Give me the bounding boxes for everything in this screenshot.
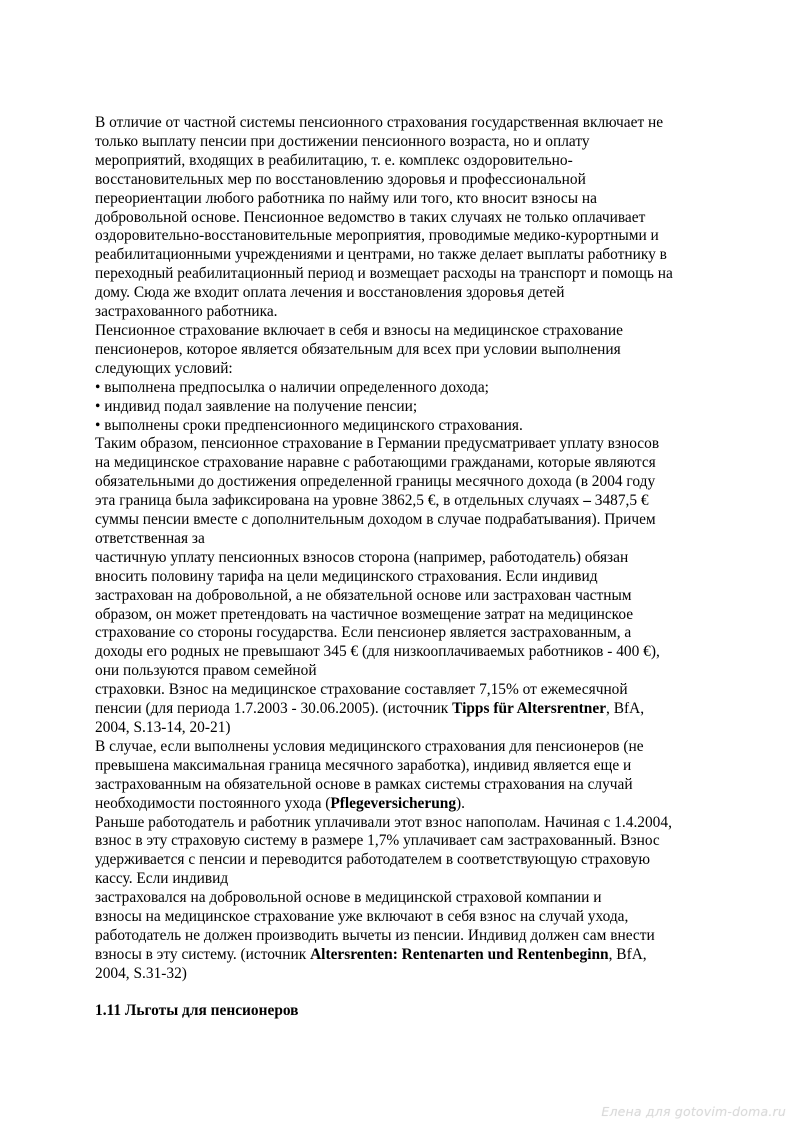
- text-span: только выплату пенсии при достижении пенсионного возраста, но и оплату: [95, 132, 590, 150]
- text-line: [95, 700, 715, 719]
- bold-text: Tipps für Altersrentner: [452, 700, 607, 718]
- text-line: [95, 776, 715, 795]
- text-span: работодатель не должен производить вычеты из пенсии. Индивид должен сам внести: [95, 926, 655, 944]
- text-span: взнос в эту страховую систему в размере 1,7% уплачивает сам застрахованный. Взнос: [95, 832, 660, 850]
- text-line: [95, 681, 715, 700]
- text-line: [95, 511, 715, 530]
- text-line: [95, 946, 715, 965]
- text-span: В отличие от частной системы пенсионного страхования государственная включает не: [95, 114, 664, 131]
- text-line: [95, 454, 715, 473]
- text-line: [95, 341, 715, 360]
- text-line: [95, 795, 715, 814]
- text-span: застрахованного работника.: [95, 303, 278, 321]
- text-line: [95, 870, 715, 889]
- text-span: ответственная за: [95, 529, 205, 547]
- text-span: • индивид подал заявление на получение пенсии;: [95, 397, 418, 415]
- bold-text: –: [583, 492, 591, 510]
- text-span: • выполнены сроки предпенсионного медицинского страхования.: [95, 416, 523, 434]
- text-span: 3487,5 €: [590, 492, 649, 510]
- text-span: взносы на медицинское страхование уже включают в себя взнос на случай ухода,: [95, 908, 629, 926]
- bold-text: Altersrenten: Rentenarten und Rentenbeginn: [310, 945, 609, 963]
- text-span: переориентации любого работника по найму или того, кто вносит взносы на: [95, 189, 597, 207]
- text-span: на медицинское страхование наравне с работающими гражданами, которые являются: [95, 454, 656, 472]
- text-line: [95, 209, 715, 228]
- text-span: страхование со стороны государства. Если пенсионер является застрахованным, а: [95, 624, 632, 642]
- text-span: 2004, S.31-32): [95, 964, 187, 982]
- text-line: [95, 530, 715, 549]
- text-line: [95, 435, 715, 454]
- text-span: переходный реабилитационный период и возмещает расходы на транспорт и помощь на: [95, 265, 673, 283]
- text-span: кассу. Если индивид: [95, 870, 229, 888]
- text-span: застрахован на добровольной, а не обязательной основе или застрахован частным: [95, 586, 632, 604]
- text-span: ).: [456, 794, 466, 812]
- text-line: [95, 814, 715, 833]
- text-span: застраховался на добровольной основе в медицинской страховой компании и: [95, 889, 602, 907]
- section-heading: 1.11 Льготы для пенсионеров: [95, 1002, 299, 1019]
- text-span: Раньше работодатель и работник уплачивали этот взнос напополам. Начиная с 1.4.2004,: [95, 813, 672, 831]
- text-span: • выполнена предпосылка о наличии определенного дохода;: [95, 378, 489, 396]
- text-line: [95, 246, 715, 265]
- text-line: [95, 265, 715, 284]
- text-line: [95, 227, 715, 246]
- text-span: оздоровительно-восстановительные мероприятия, проводимые медико-курортными и: [95, 227, 659, 245]
- text-line: [95, 927, 715, 946]
- text-span: вносить половину тарифа на цели медицинского страхования. Если индивид: [95, 567, 598, 585]
- text-line: [95, 606, 715, 625]
- text-span: взносы в эту систему. (источник: [95, 945, 311, 963]
- watermark: Елена для gotovim-doma.ru: [601, 1104, 786, 1119]
- text-span: мероприятий, входящих в реабилитацию, т. е. комплекс оздоровительно-: [95, 151, 573, 169]
- text-line: [95, 190, 715, 209]
- text-line: [95, 171, 715, 190]
- text-line: [95, 398, 715, 417]
- text-span: удерживается с пенсии и переводится работодателем в соответствующую страховую: [95, 851, 651, 869]
- text-line: [95, 889, 715, 908]
- text-line: [95, 417, 715, 436]
- text-span: необходимости постоянного ухода (: [95, 794, 331, 812]
- text-line: [95, 379, 715, 398]
- text-span: обязательными до достижения определенной границы месячного дохода (в 2004 году: [95, 473, 656, 491]
- document-body: [95, 114, 715, 984]
- text-span: Пенсионное страхование включает в себя и взносы на медицинское страхование: [95, 321, 623, 339]
- text-line: [95, 719, 715, 738]
- text-line: [95, 152, 715, 171]
- text-span: эта граница была зафиксирована на уровне 3862,5 €, в отдельных случаях: [95, 492, 584, 510]
- text-span: дому. Сюда же входит оплата лечения и восстановления здоровья детей: [95, 284, 565, 302]
- text-line: [95, 662, 715, 681]
- text-line: [95, 549, 715, 568]
- text-span: застрахованным на обязательной основе в рамках системы страхования на случай: [95, 775, 633, 793]
- bold-text: Pflegeversicherung: [330, 794, 457, 812]
- text-line: [95, 643, 715, 662]
- text-span: , BfA,: [606, 700, 645, 718]
- text-line: [95, 473, 715, 492]
- text-span: превышена максимальная граница месячного заработка), индивид является еще и: [95, 756, 632, 774]
- text-line: [95, 965, 715, 984]
- text-line: [95, 284, 715, 303]
- text-line: [95, 757, 715, 776]
- text-line: [95, 851, 715, 870]
- text-line: [95, 322, 715, 341]
- text-span: восстановительных мер по восстановлению здоровья и профессиональной: [95, 170, 586, 188]
- text-line: [95, 114, 715, 133]
- text-line: [95, 908, 715, 927]
- text-span: В случае, если выполнены условия медицинского страхования для пенсионеров (не: [95, 737, 644, 755]
- text-line: [95, 360, 715, 379]
- text-span: Таким образом, пенсионное страхование в Германии предусматривает уплату взносов: [95, 435, 660, 453]
- text-span: реабилитационными учреждениями и центрами, но также делает выплаты работнику в: [95, 246, 667, 264]
- text-span: они пользуются правом семейной: [95, 662, 317, 680]
- text-line: [95, 303, 715, 322]
- text-line: [95, 624, 715, 643]
- text-span: образом, он может претендовать на частичное возмещение затрат на медицинское: [95, 605, 634, 623]
- text-span: следующих условий:: [95, 359, 233, 377]
- text-span: страховки. Взнос на медицинское страхование составляет 7,15% от ежемесячной: [95, 681, 628, 699]
- text-line: [95, 133, 715, 152]
- text-line: [95, 832, 715, 851]
- text-span: добровольной основе. Пенсионное ведомство в таких случаях не только оплачивает: [95, 208, 646, 226]
- text-span: суммы пенсии вместе с дополнительным доходом в случае подрабатывания). Причем: [95, 511, 656, 529]
- text-line: [95, 492, 715, 511]
- text-span: пенсионеров, которое является обязательным для всех при условии выполнения: [95, 340, 621, 358]
- text-span: пенсии (для периода 1.7.2003 - 30.06.2005). (источник: [95, 700, 453, 718]
- text-span: доходы его родных не превышают 345 € (для низкооплачиваемых работников - 400 €),: [95, 643, 660, 661]
- text-span: , BfA,: [608, 945, 647, 963]
- text-line: [95, 587, 715, 606]
- text-span: 2004, S.13-14, 20-21): [95, 719, 231, 736]
- text-line: [95, 568, 715, 587]
- text-line: [95, 738, 715, 757]
- text-span: частичную уплату пенсионных взносов сторона (например, работодатель) обязан: [95, 548, 629, 566]
